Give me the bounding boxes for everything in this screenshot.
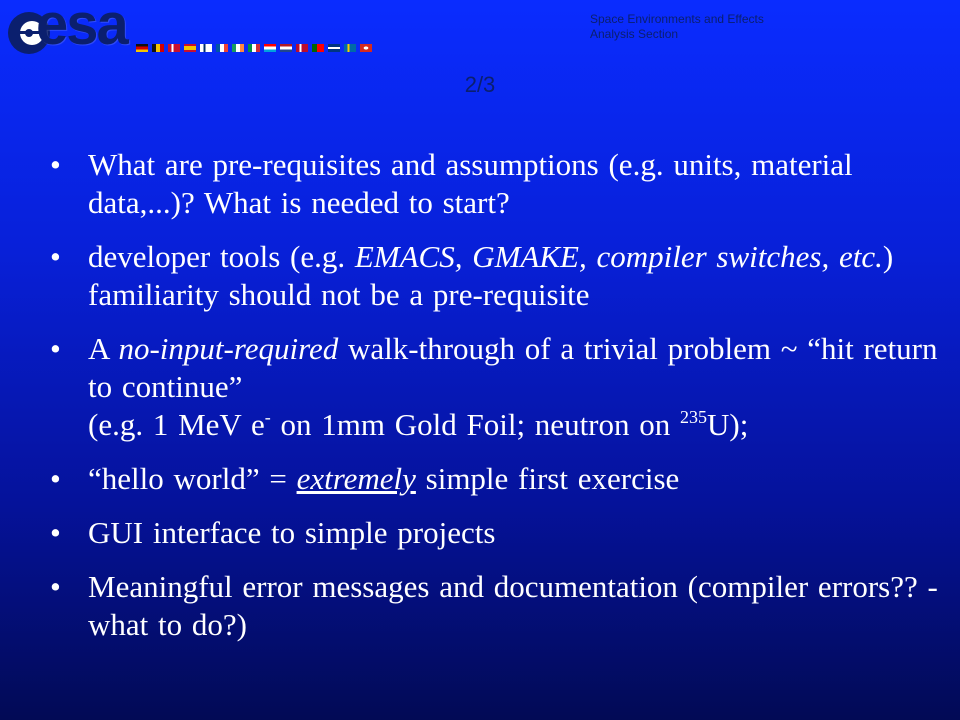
bullet-text: simple first exercise (415, 461, 680, 496)
flag-icon (312, 44, 324, 52)
flag-icon (216, 44, 228, 52)
flag-icon (280, 44, 292, 52)
flag-icon (152, 44, 164, 52)
bullet-underlined-text: extremely (296, 461, 416, 496)
bullet-developer-tools (50, 238, 950, 314)
page-indicator: 2/3 (464, 72, 496, 97)
bullet-text: (e.g. 1 MeV e (88, 407, 265, 442)
bullet-dot-icon: • (50, 461, 61, 496)
bullet-error-messages (50, 568, 950, 644)
bullet-text: What are pre-requisites and assumptions (e.g. units, material data,...)? What is needed to start? (88, 147, 853, 220)
flag-icon (232, 44, 244, 52)
bullet-hello-world (50, 460, 950, 498)
flag-icon (328, 44, 340, 52)
superscript: 235 (680, 407, 707, 427)
flag-icon (296, 44, 308, 52)
bullet-dot-icon: • (50, 569, 61, 604)
bullet-dot-icon: • (50, 239, 61, 274)
flag-icon (200, 44, 212, 52)
bullet-italic-text: no-input-required (118, 331, 339, 366)
bullet-text: A (88, 331, 119, 366)
bullet-dot-icon: • (50, 331, 61, 366)
section-label (590, 12, 764, 42)
superscript: - (264, 407, 271, 427)
bullet-walkthrough (50, 330, 950, 444)
flag-icon (248, 44, 260, 52)
bullet-text: “hello world” = (88, 461, 297, 496)
flag-icon (136, 44, 148, 52)
section-line-1: Space Environments and Effects (590, 12, 764, 26)
bullet-list (50, 146, 950, 660)
bullet-text: ) familiarity should not be a pre-requisite (88, 239, 894, 312)
bullet-prerequisites (50, 146, 950, 222)
bullet-text: on 1mm Gold Foil; neutron on (270, 407, 680, 442)
bullet-text: GUI interface to simple projects (88, 515, 496, 550)
member-state-flags (136, 44, 372, 52)
section-line-2: Analysis Section (590, 27, 679, 41)
flag-icon (264, 44, 276, 52)
flag-icon (168, 44, 180, 52)
bullet-dot-icon: • (50, 515, 61, 550)
flag-icon (344, 44, 356, 52)
bullet-text: Meaningful error messages and documentation (compiler errors?? - what to do?) (88, 569, 938, 642)
bullet-italic-text: EMACS, GMAKE, compiler switches, etc. (354, 239, 883, 274)
flag-icon (184, 44, 196, 52)
bullet-text: U); (707, 407, 749, 442)
esa-logo-text: esa (36, 0, 127, 57)
bullet-text: walk-through of a trivial problem ~ “hit return to continue” (88, 331, 938, 404)
bullet-gui (50, 514, 950, 552)
flag-icon (360, 44, 372, 52)
bullet-dot-icon: • (50, 147, 61, 182)
bullet-text: developer tools (e.g. (88, 239, 355, 274)
